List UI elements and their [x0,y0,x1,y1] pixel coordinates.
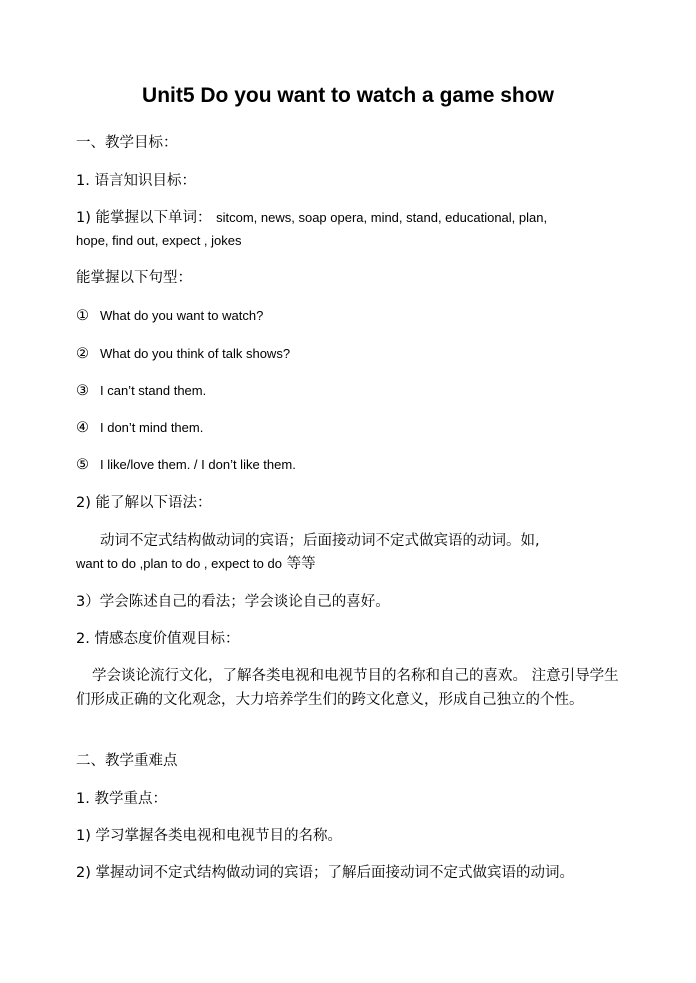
subheading-emotion-values: 2. 情感态度价值观目标： [76,631,240,647]
subheading-language-knowledge: 1. 语言知识目标： [76,173,196,189]
patterns-heading: 能掌握以下句型： [76,270,192,286]
grammar-line-1: 动词不定式结构做动词的宾语；后面接动词不定式做宾语的动词。如, [100,533,540,549]
pattern-marker: ③ [76,383,89,399]
pattern-text: What do you think of talk shows? [100,346,291,361]
grammar-etc: 等等 [281,556,316,572]
grammar-heading: 2) 能了解以下语法： [76,495,212,511]
pattern-text: I can’t stand them. [100,383,207,398]
vocabulary-words: sitcom, news, soap opera, mind, stand, educational, plan, [216,210,548,225]
section-heading-objectives: 一、教学目标： [76,135,178,151]
grammar-line-2 [76,552,636,576]
key-point-2: 2) 掌握动词不定式结构做动词的宾语；了解后面接动词不定式做宾语的动词。 [76,865,574,881]
pattern-text: I don’t mind them. [100,420,204,435]
emotion-paragraph: 学会谈论流行文化，了解各类电视和电视节目的名称和自己的喜欢。 注意引导学生们形成正确的文化观念，大力培养学生们的跨文化意义，形成自己独立的个性。 [76,668,619,708]
document-title: Unit5 Do you want to watch a game show [142,84,554,107]
pattern-item [76,379,636,403]
vocabulary-label: 1) 能掌握以下单词： [76,210,212,226]
vocabulary-line-2: hope, find out, expect , jokes [76,233,242,248]
pattern-item [76,416,636,440]
pattern-text: What do you want to watch? [100,308,264,323]
pattern-item [76,342,636,366]
section-heading-key-points: 二、教学重难点 [76,753,178,769]
grammar-examples: want to do ,plan to do , expect to do [76,556,282,571]
pattern-item [76,304,636,328]
pattern-marker: ⑤ [76,457,89,473]
vocabulary-line-1 [76,206,636,230]
pattern-marker: ④ [76,420,89,436]
pattern-marker: ② [76,346,89,362]
pattern-item [76,453,636,477]
key-point-1: 1) 学习掌握各类电视和电视节目的名称。 [76,828,342,844]
subheading-key-points: 1. 教学重点： [76,791,167,807]
pattern-text: I like/love them. / I don’t like them. [100,457,296,472]
pattern-marker: ① [76,308,89,324]
opinion-objective: 3）学会陈述自己的看法；学会谈论自己的喜好。 [76,594,390,610]
